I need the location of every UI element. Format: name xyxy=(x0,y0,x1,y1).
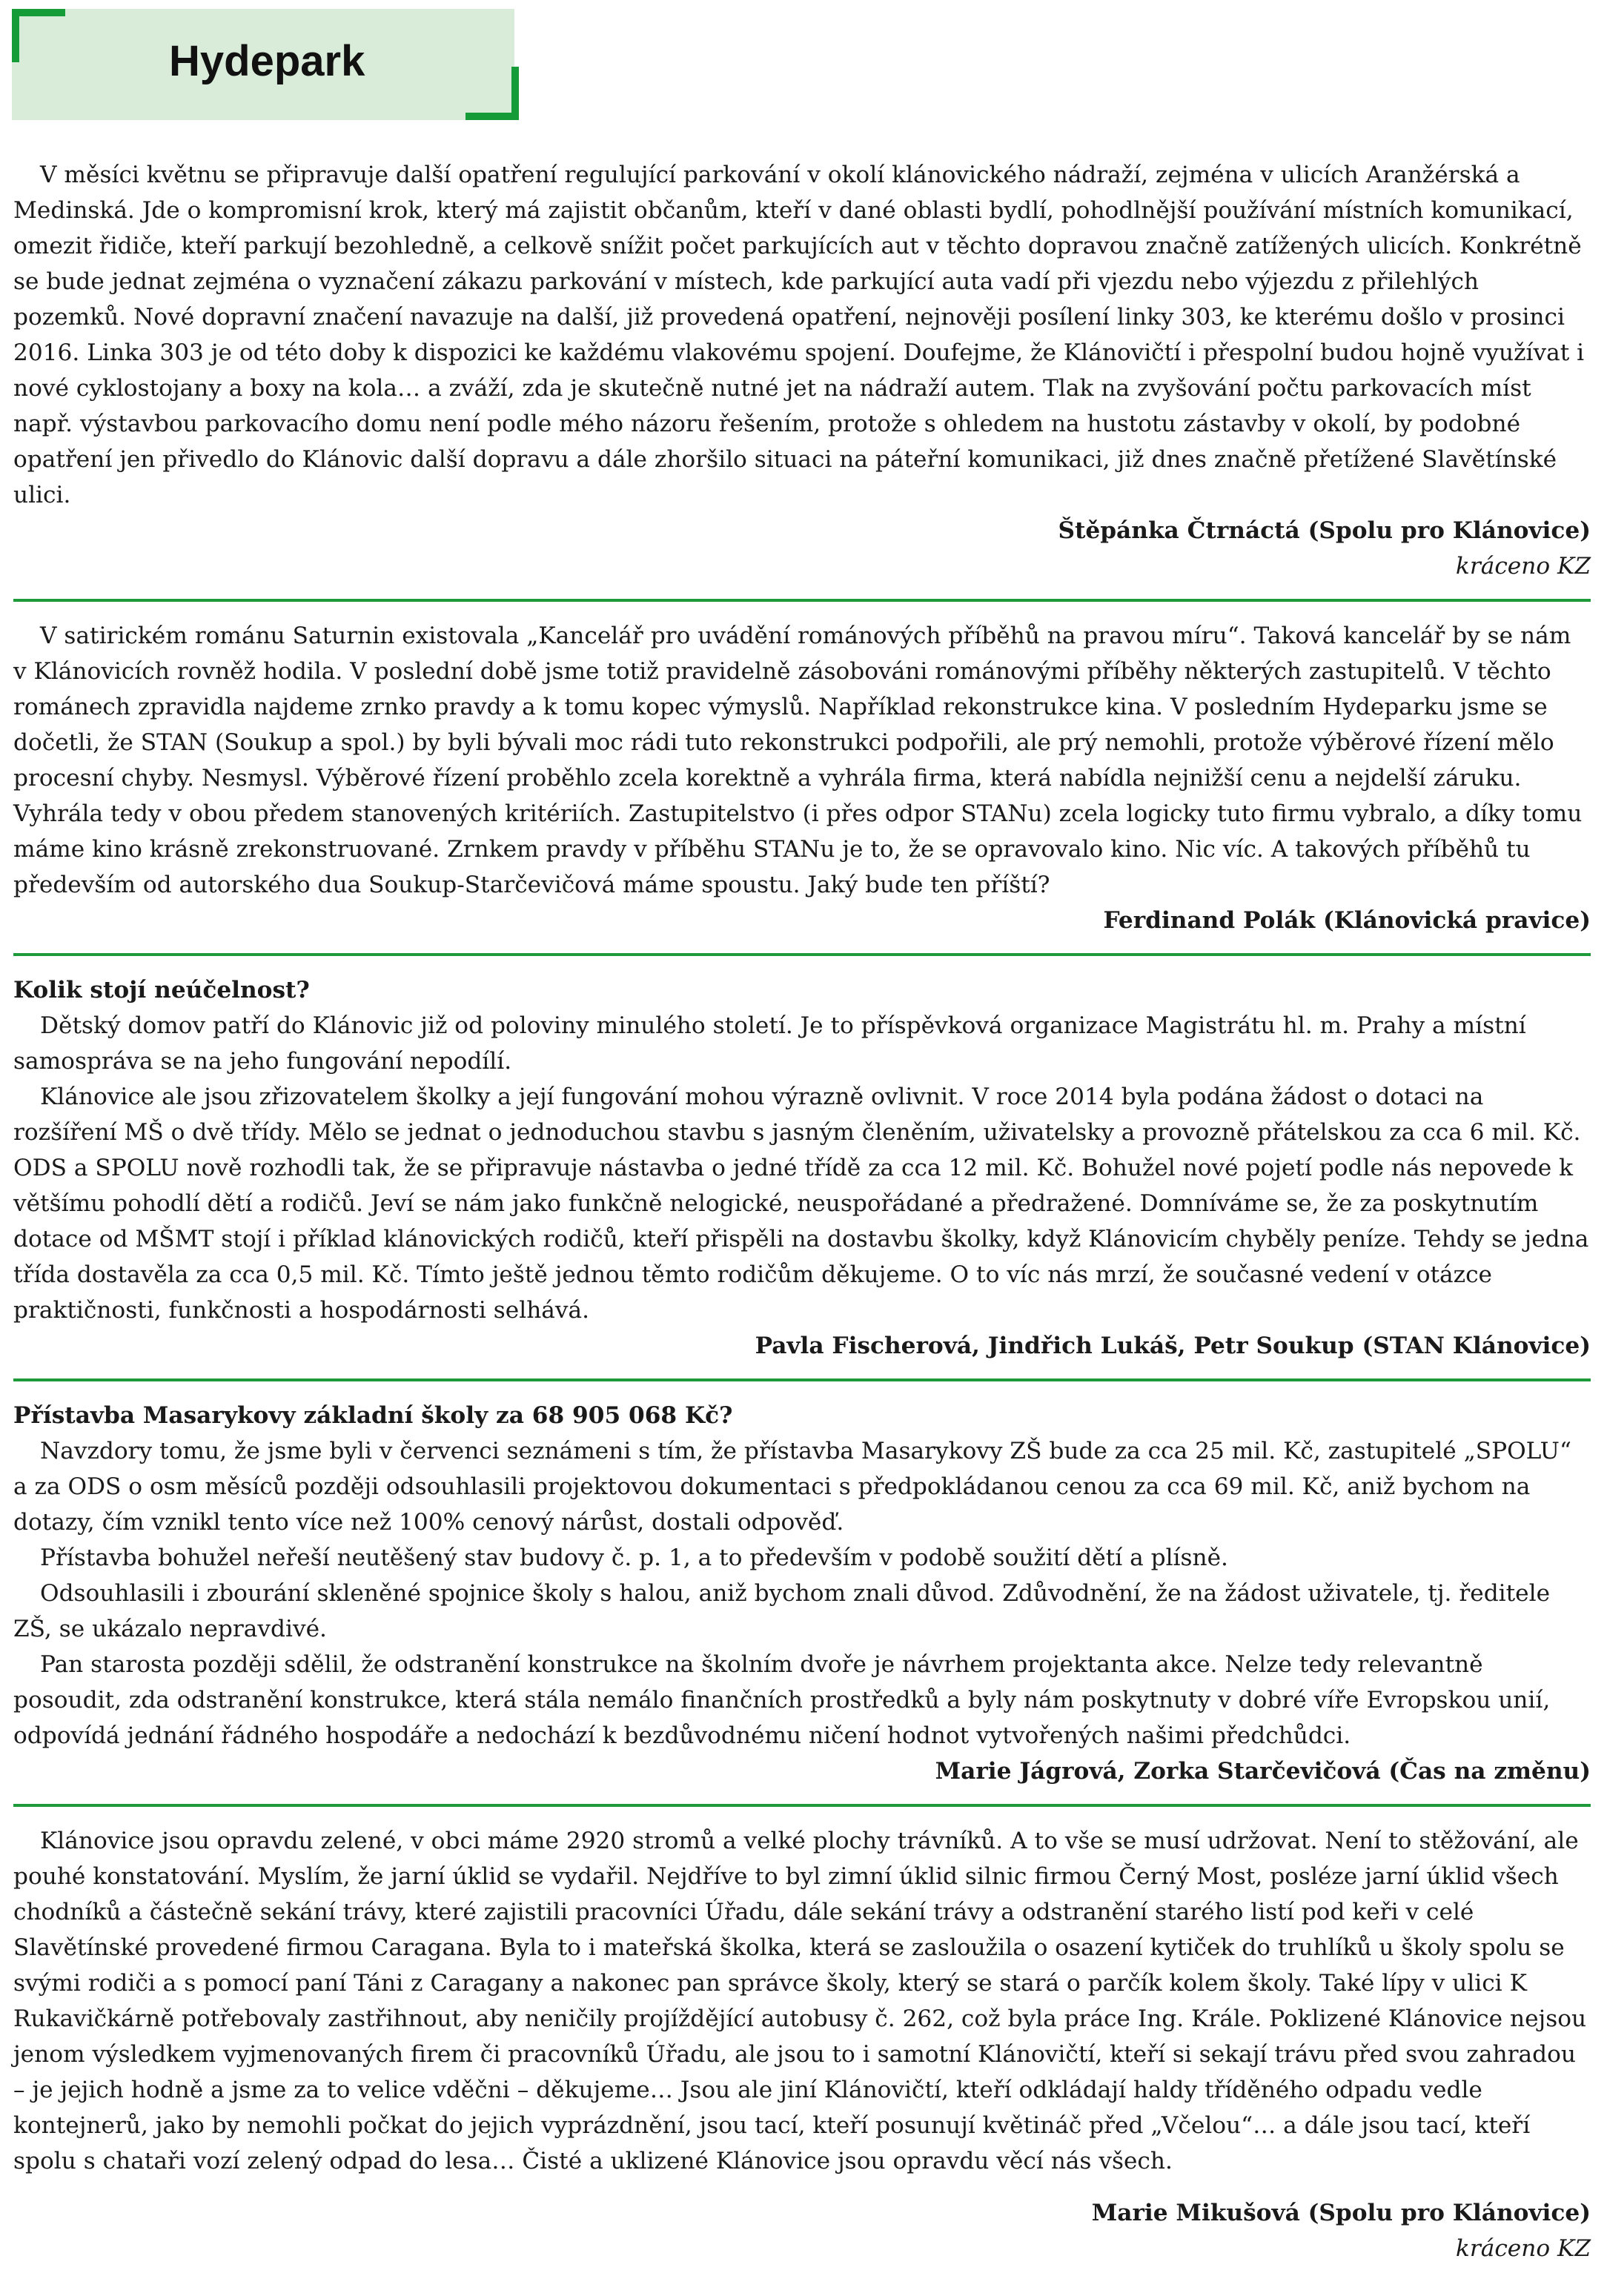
article-green-klanovice xyxy=(13,1823,1591,2266)
editor-note: kráceno KZ xyxy=(1455,553,1591,580)
article-paragraph: V satirickém románu Saturnin existovala „Kancelář pro uvádění románových příběhů na pravou míru“. Taková kancelář by se nám v Klánovicích rovněž hodila. V poslední době jsme totiž pravidelně zásobováni románovými příběhy některých zastupitelů. V těchto románech zpravidla najdeme zrnko pravdy a k tomu kopec výmyslů. Například rekonstrukce kina. V posledním Hydeparku jsme se dočetli, že STAN (Soukup a spol.) by byli bývali moc rádi tuto rekonstrukci podpořili, ale prý nemohli, protože výběrové řízení mělo procesní chyby. Nesmysl. Výběrové řízení proběhlo zcela korektně a vyhrála firma, která nabídla nejnižší cenu a nejdelší záruku. Vyhrála tedy v obou předem stanovených kritériích. Zastupitelstvo (i přes odpor STANu) zcela logicky tuto firmu vybralo, a díky tomu máme kino krásně zrekonstruované. Zrnkem pravdy v příběhu STANu je to, že se opravovalo kino. Nic víc. A takových příběhů tu především od autorského dua Soukup-Starčevičová máme spoustu. Jaký bude ten příští? xyxy=(13,623,1583,898)
page-title: Hydepark xyxy=(169,37,365,85)
article-paragraph: Navzdory tomu, že jsme byli v červenci seznámeni s tím, že přístavba Masarykovy ZŠ bude za cca 25 mil. Kč, zastupitelé „SPOLU“ a za ODS o osm měsíců později odsouhlasili projektovou dokumentaci s předpokládanou cenou za cca 69 mil. Kč, aniž bychom na dotazy, čím vznikl tento více než 100% cenový nárůst, dostali odpověď. xyxy=(13,1438,1571,1536)
article-parking xyxy=(13,157,1591,584)
article-school-extension xyxy=(13,1398,1591,1789)
articles-column xyxy=(13,157,1591,2266)
divider xyxy=(13,953,1591,956)
article-kindergarten xyxy=(13,972,1591,1364)
corner-bracket-top-left xyxy=(12,9,65,62)
article-signature: Marie Mikušová (Spolu pro Klánovice) xyxy=(1091,2200,1591,2226)
divider xyxy=(13,1378,1591,1381)
article-signature: Štěpánka Čtrnáctá (Spolu pro Klánovice) xyxy=(1058,517,1591,544)
divider xyxy=(13,1804,1591,1807)
article-heading: Přístavba Masarykovy základní školy za 68 905 068 Kč? xyxy=(13,1402,733,1429)
article-paragraph: Dětský domov patří do Klánovic již od poloviny minulého století. Je to příspěvková organizace Magistrátu hl. m. Prahy a místní samospráva se na jeho fungování nepodílí. xyxy=(13,1012,1526,1075)
article-signature: Marie Jágrová, Zorka Starčevičová (Čas na změnu) xyxy=(935,1758,1591,1785)
article-paragraph: Přístavba bohužel neřeší neutěšený stav budovy č. p. 1, a to především v podobě soužití dětí a plísně. xyxy=(40,1545,1228,1571)
divider xyxy=(13,599,1591,602)
article-heading: Kolik stojí neúčelnost? xyxy=(13,977,310,1003)
section-header xyxy=(12,9,514,120)
article-paragraph: Odsouhlasili i zbourání skleněné spojnice školy s halou, aniž bychom znali důvod. Zdůvodnění, že na žádost uživatele, tj. ředitele ZŠ, se ukázalo nepravdivé. xyxy=(13,1580,1551,1642)
article-paragraph: Pan starosta později sdělil, že odstranění konstrukce na školním dvoře je návrhem projektanta akce. Nelze tedy relevantně posoudit, zda odstranění konstrukce, která stála nemálo finančních prostředků a byly nám poskytnuty v dobré víře Evropskou unií, odpovídá jednání řádného hospodáře a nedochází k bezdůvodnému ničení hodnot vytvořených našimi předchůdci. xyxy=(13,1651,1551,1749)
corner-bracket-bottom-right xyxy=(465,67,519,120)
article-signature: Ferdinand Polák (Klánovická pravice) xyxy=(1103,907,1591,934)
article-paragraph: Klánovice jsou opravdu zelené, v obci máme 2920 stromů a velké plochy trávníků. A to vše se musí udržovat. Není to stěžování, ale pouhé konstatování. Myslím, že jarní úklid se vydařil. Nejdříve to byl zimní úklid silnic firmou Černý Most, posléze jarní úklid všech chodníků a částečně sekání trávy, které zajistili pracovníci Úřadu, dále sekání trávy a odstranění starého listí pod keři v celé Slavětínské provedené firmou Caragana. Byla to i mateřská školka, která se zasloužila o osazení kytiček do truhlíků u školy spolu se svými rodiči a s pomocí paní Táni z Caragany a nakonec pan správce školy, který se stará o parčík kolem školy. Také lípy v ulici K Rukavičkárně potřebovaly zastřihnout, aby neničily projíždějící autobusy č. 262, což byla práce Ing. Krále. Poklizené Klánovice nejsou jenom výsledkem vyjmenovaných firem či pracovníků Úřadu, ale jsou to i samotní Klánovičtí, kteří si sekají trávu před svou zahradou – je jejich hodně a jsme za to velice vděčni – děkujeme… Jsou ale jiní Klánovičtí, kteří odkládají haldy tříděného odpadu vedle kontejnerů, jako by nemohli počkat do jejich vyprázdnění, jsou tací, kteří posunují květináč před „Včelou“… a dále jsou tací, kteří spolu s chataři vozí zelený odpad do lesa… Čisté a uklizené Klánovice jsou opravdu věcí nás všech. xyxy=(13,1828,1587,2174)
article-paragraph: Klánovice ale jsou zřizovatelem školky a její fungování mohou výrazně ovlivnit. V roce 2014 byla podána žádost o dotaci na rozšíření MŠ o dvě třídy. Mělo se jednat o jednoduchou stavbu s jasným členěním, uživatelsky a provozně přátelskou za cca 6 mil. Kč. ODS a SPOLU nově rozhodli tak, že se připravuje nástavba o jedné třídě za cca 12 mil. Kč. Bohužel nové pojetí podle nás nepovede k většímu pohodlí dětí a rodičů. Jeví se nám jako funkčně nelogické, neuspořádané a předražené. Domníváme se, že za poskytnutím dotace od MŠMT stojí i příklad klánovických rodičů, kteří přispěli na dostavbu školky, když Klánovicím chyběly peníze. Tehdy se jedna třída dostavěla za cca 0,5 mil. Kč. Tímto ještě jednou těmto rodičům děkujeme. O to víc nás mrzí, že současné vedení v otázce praktičnosti, funkčnosti a hospodárnosti selhává. xyxy=(13,1084,1589,1324)
article-saturnin xyxy=(13,618,1591,938)
article-signature: Pavla Fischerová, Jindřich Lukáš, Petr Soukup (STAN Klánovice) xyxy=(755,1333,1591,1359)
editor-note: kráceno KZ xyxy=(1455,2235,1591,2262)
article-paragraph: V měsíci květnu se připravuje další opatření regulující parkování v okolí klánovického nádraží, zejména v ulicích Aranžérská a Medinská. Jde o kompromisní krok, který má zajistit občanům, kteří v dané oblasti bydlí, pohodlnější používání místních komunikací, omezit řidiče, kteří parkují bezohledně, a celkově snížit počet parkujících aut v těchto dopravou značně zatížených ulicích. Konkrétně se bude jednat zejména o vyznačení zákazu parkování v místech, kde parkující auta vadí při vjezdu nebo výjezdu z přilehlých pozemků. Nové dopravní značení navazuje na další, již provedená opatření, nejnověji posílení linky 303, ke kterému došlo v prosinci 2016. Linka 303 je od této doby k dispozici ke každému vlakovému spojení. Doufejme, že Klánovičtí i přespolní budou hojně využívat i nové cyklostojany a boxy na kola… a zváží, zda je skutečně nutné jet na nádraží autem. Tlak na zvyšování počtu parkovacích míst např. výstavbou parkovacího domu není podle mého názoru řešením, protože s ohledem na hustotu zástavby v okolí, by podobné opatření jen přivedlo do Klánovic další dopravu a dále zhoršilo situaci na páteřní komunikaci, již dnes značně přetížené Slavětínské ulici. xyxy=(13,162,1585,508)
